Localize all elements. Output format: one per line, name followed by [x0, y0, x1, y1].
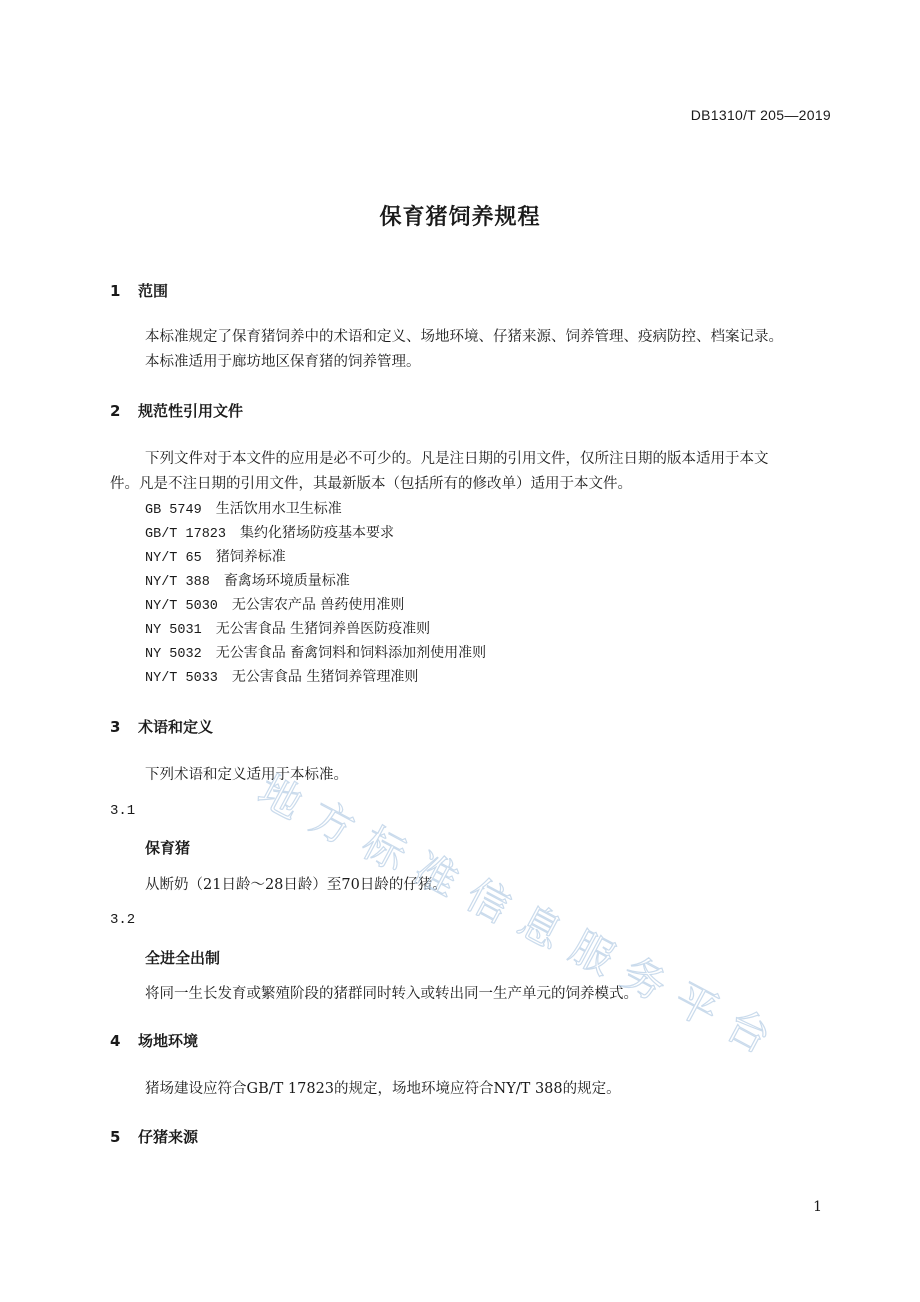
reference-title: 集约化猪场防疫基本要求	[240, 525, 395, 541]
reference-title: 无公害食品 生猪饲养管理准则	[231, 669, 419, 685]
term-definition: 从断奶（21日龄～28日龄）至70日龄的仔猪。	[145, 877, 447, 893]
reference-item	[145, 594, 404, 614]
watermark-text	[250, 766, 778, 1063]
paragraph: 下列文件对于本文件的应用是必不可少的。凡是注日期的引用文件，仅所注日期的版本适用于本文	[145, 451, 769, 467]
watermark-char: 平	[666, 973, 727, 1037]
section-number: 4	[110, 1032, 121, 1050]
watermark-char: 准	[406, 843, 467, 907]
watermark-char: 方	[302, 791, 363, 855]
document-title: 保育猪饲养规程	[379, 205, 541, 230]
reference-title: 无公害食品 生猪饲养兽医防疫准则	[215, 621, 431, 637]
section-title: 场地环境	[138, 1032, 199, 1050]
reference-title: 畜禽场环境质量标准	[223, 573, 350, 589]
document-number: DB1310/T 205—2019	[690, 107, 831, 123]
reference-code: NY/T 65	[145, 551, 202, 566]
reference-code: NY/T 5030	[145, 599, 218, 614]
paragraph: 下列术语和定义适用于本标准。	[145, 767, 348, 783]
section-number: 2	[110, 402, 121, 420]
paragraph: 猪场建设应符合GB/T 17823的规定，场地环境应符合NY/T 388的规定。	[145, 1081, 621, 1097]
section-heading-4	[110, 1030, 198, 1051]
term-name: 保育猪	[145, 839, 191, 857]
paragraph: 本标准适用于廊坊地区保育猪的饲养管理。	[145, 354, 421, 370]
reference-item	[145, 570, 350, 590]
reference-item	[145, 498, 342, 518]
section-number: 3	[110, 718, 121, 736]
section-title: 规范性引用文件	[138, 402, 244, 420]
watermark-char: 台	[718, 999, 779, 1063]
watermark-char: 务	[614, 947, 675, 1011]
section-heading-3	[110, 716, 213, 737]
subclause-number: 3.2	[110, 912, 136, 928]
reference-item	[145, 546, 286, 566]
section-heading-2	[110, 400, 243, 421]
reference-code: GB/T 17823	[145, 527, 227, 542]
section-heading-5	[110, 1126, 198, 1147]
reference-code: NY 5032	[145, 647, 202, 662]
reference-code: NY/T 388	[145, 575, 210, 590]
paragraph: 本标准规定了保育猪饲养中的术语和定义、场地环境、仔猪来源、饲养管理、疫病防控、档案记录。	[145, 329, 783, 345]
reference-title: 无公害农产品 兽药使用准则	[231, 597, 405, 613]
watermark-char: 标	[354, 817, 415, 881]
watermark-char: 服	[562, 921, 623, 985]
term-definition: 将同一生长发育或繁殖阶段的猪群同时转入或转出同一生产单元的饲养模式。	[145, 986, 638, 1002]
page-number: 1	[813, 1199, 822, 1215]
subclause-number: 3.1	[110, 803, 136, 819]
section-heading-1	[110, 280, 168, 301]
reference-code: GB 5749	[145, 503, 202, 518]
reference-title: 生活饮用水卫生标准	[215, 501, 342, 517]
watermark-char: 信	[458, 869, 519, 933]
reference-title: 无公害食品 畜禽饲料和饲料添加剂使用准则	[215, 645, 487, 661]
reference-item	[145, 666, 418, 686]
reference-item	[145, 618, 430, 638]
section-title: 仔猪来源	[138, 1128, 199, 1146]
reference-code: NY 5031	[145, 623, 202, 638]
section-number: 5	[110, 1128, 121, 1146]
reference-title: 猪饲养标准	[215, 549, 286, 565]
term-name: 全进全出制	[145, 949, 221, 967]
reference-item	[145, 522, 394, 542]
reference-code: NY/T 5033	[145, 671, 218, 686]
paragraph: 件。凡是不注日期的引用文件，其最新版本（包括所有的修改单）适用于本文件。	[110, 476, 632, 492]
section-title: 范围	[138, 282, 169, 300]
section-title: 术语和定义	[138, 718, 214, 736]
watermark-char: 息	[510, 895, 571, 959]
watermark-char: 地	[250, 765, 311, 829]
reference-item	[145, 642, 486, 662]
section-number: 1	[110, 282, 121, 300]
